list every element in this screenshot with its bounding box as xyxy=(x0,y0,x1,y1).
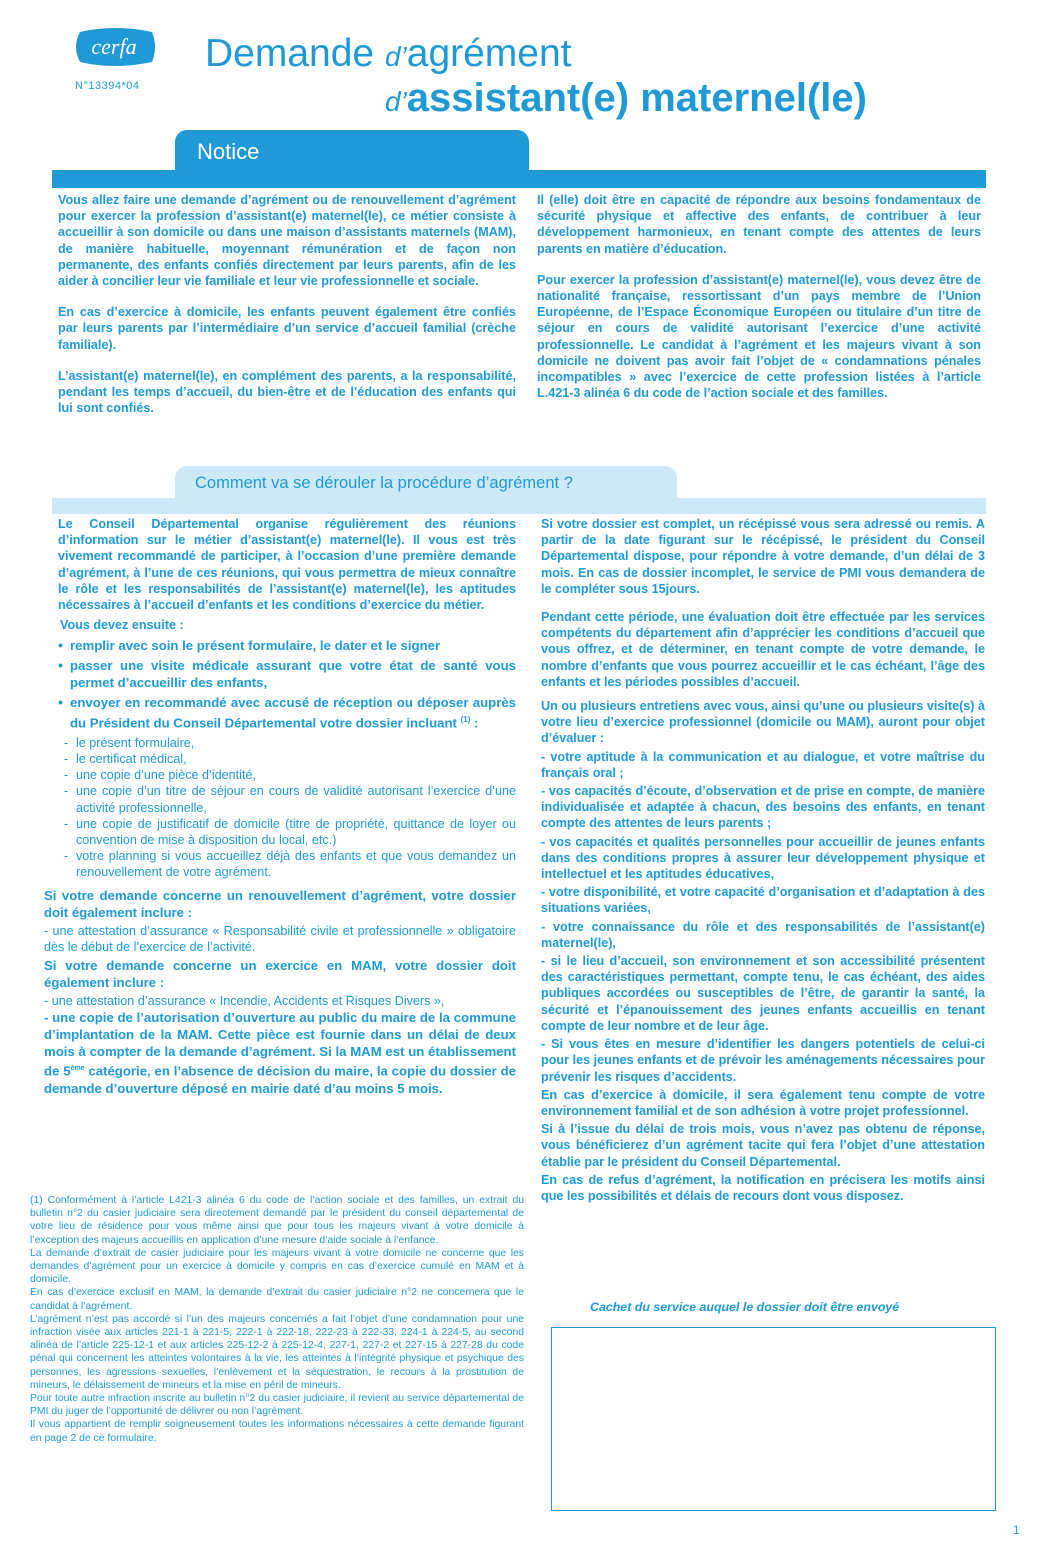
procedure-tab-label: Comment va se dérouler la procédure d’agrément ? xyxy=(195,474,573,492)
notice-paragraph: Pour exercer la profession d’assistant(e) maternel(le), vous devez être de nationalité française, ressortissant d’un pays membre de l’Union Européenne, de l’Espace Économique Européen ou titulaire d’un titre de séjour en cours de validité autorisant l’exercice d’une activité professionnelle. Le candidat à l’agrément et les majeurs vivant à son domicile ne doivent pas avoir fait l’objet de « condamnations pénales incompatibles » avec l’exercice de cette profession listées à l’article L.421-3 alinéa 6 du code de l’action sociale et des familles. xyxy=(537,272,981,401)
evaluation-item: - votre disponibilité, et votre capacité d’organisation et d’adaptation à des situations variées, xyxy=(541,885,985,916)
bullet-dot-icon: • xyxy=(58,694,63,711)
procedure-band xyxy=(52,498,986,514)
notice-tab xyxy=(175,130,529,170)
evaluation-item: - si le lieu d’accueil, son environnement et son accessibilité présentent des caractéristiques permettant, compte tenu, le cas échéant, des aides publiques accordées ou susceptibles de l’être, de garantir la santé, la sécurité et l’épanouissement des jeunes enfants accueillis en tenant compte de leur nombre et de leur âge. xyxy=(541,954,985,1033)
mam-item: - une attestation d’assurance « Incendie, Accidents et Risques Divers », xyxy=(44,994,445,1009)
footnote-ref: (1) xyxy=(460,715,471,725)
procedure-paragraph: Si à l’issue du délai de trois mois, vous n’avez pas obtenu de réponse, vous bénéficierez d’un agrément tacite qui fera l’objet d’une attestation établie par le président du Conseil Départemental. xyxy=(541,1122,985,1169)
footnote-paragraph: En cas d’exercice exclusif en MAM, la demande d’extrait du casier judiciaire n°2 ne concernera que le candidat à l’agrément. xyxy=(30,1287,524,1312)
evaluation-item: - vos capacités et qualités personnelles pour accueillir de jeunes enfants dans des conditions propres à assurer leur développement physique et intellectuel et les aptitudes éducatives, xyxy=(541,834,985,882)
bullet-colon: : xyxy=(470,715,479,731)
notice-right-column xyxy=(537,192,981,416)
title2-text: assistant(e) maternel(le) xyxy=(406,76,867,120)
bullet-item xyxy=(58,637,516,654)
procedure-paragraph: En cas de refus d’agrément, la notification en précisera les motifs ainsi que les possibilités et délais de recours dont vous disposez. xyxy=(541,1172,985,1203)
footnote-paragraph: La demande d’extrait de casier judiciaire pour les majeurs vivant à votre domicile ne concerne que les demandes d’agrément pour un exercice à domicile y compris en cas d’exercice cumulé en MAM et à domicile. xyxy=(30,1247,524,1286)
evaluation-item: - vos capacités d’écoute, d’observation et de prise en compte, de manière individualisée et adaptée à chacun, des besoins des enfants, en tenant compte des attentes de leurs parents ; xyxy=(541,784,985,831)
enclosure-list xyxy=(58,735,516,881)
procedure-paragraph: Pendant cette période, une évaluation doit être effectuée par les services compétents du département afin d’apprécier les conditions d’accueil que vous offrez, et de déterminer, en tenant compte de votre demande, le nombre d’enfants que vous pourrez accueillir et le cas échéant, l’âge des enfants et les périodes possibles d’accueil. xyxy=(541,610,985,689)
footnote-paragraph: Pour toute autre infraction inscrite au bulletin n°2 du casier judiciaire, il revient au service départemental de PMI du juger de l’opportunité de délivrer ou non l’agrément. xyxy=(30,1393,524,1418)
bullet-item xyxy=(58,694,516,731)
enclosure-item: - le présent formulaire, xyxy=(64,735,195,750)
title2-d-apostrophe: d’ xyxy=(385,86,407,117)
procedure-paragraph: En cas d’exercice à domicile, il sera également tenu compte de votre environnement familial et de son adhésion à votre projet professionnel. xyxy=(541,1087,985,1118)
procedure-right-column xyxy=(541,516,985,1204)
bullet-item xyxy=(58,657,516,691)
enclosure-item: - une copie d’un titre de séjour en cours de validité autorisant l’exercice d’une activité professionnelle, xyxy=(64,784,516,815)
procedure-intro: Le Conseil Départemental organise régulièrement des réunions d’information sur le métier d’assistant(e) maternel(le). Il vous est très vivement recommandé de participer, à l’occasion d’une première demande d’agrément, à l’une de ces réunions, qui vous permettra de mieux connaître le rôle et les responsabilités de l’assistant(e) maternel(le), les aptitudes nécessaires à l’accueil d’enfants et les conditions d’exercice du métier. xyxy=(58,517,516,613)
cerfa-logo xyxy=(72,26,156,68)
must-then-label: Vous devez ensuite : xyxy=(60,618,184,633)
bullet-dot-icon: • xyxy=(58,657,63,674)
stamp-box xyxy=(551,1327,996,1511)
procedure-paragraph: Un ou plusieurs entretiens avec vous, ainsi qu’une ou plusieurs visite(s) à votre lieu d’exercice professionnel (domicile ou MAM), auront pour objet d’évaluer : xyxy=(541,699,985,746)
notice-paragraph: L’assistant(e) maternel(le), en complément des parents, a la responsabilité, pendant les temps d’accueil, du bien-être et de l’éducation des enfants qui lui sont confiés. xyxy=(58,368,516,416)
evaluation-item: - votre connaissance du rôle et des responsabilités de l’assistant(e) maternel(le), xyxy=(541,919,985,950)
notice-tab-label: Notice xyxy=(197,139,260,164)
renewal-heading: Si votre demande concerne un renouvellement d’agrément, votre dossier doit également inclure : xyxy=(44,887,516,920)
notice-paragraph: En cas d’exercice à domicile, les enfants peuvent également être confiés par leurs parents par l’intermédiaire d’un service d’accueil familial (crèche familiale). xyxy=(58,305,516,352)
bullet-text: passer une visite médicale assurant que votre état de santé vous permet d’accueillir des enfants, xyxy=(70,658,516,691)
footnote-paragraph: L’agrément n’est pas accordé si l’un des majeurs concernés a fait l’objet d’une condamnation pour une infraction visée aux articles 221-1 à 221-5, 222-1 à 222-18, 222-23 à 222-33, 224-1 à 224-5, au second alinéa de l’article 225-12-1 et aux articles 225-12-2 à 225-12-4, 227-1, 227-2 et 227-15 à 227-28 du code pénal qui concernent les atteintes volontaires à la vie, les atteintes à l’intégrité physique et psychique des personnes, les agressions sexuelles, l’enlèvement et la séquestration, le recours à la prostitution de mineurs, le délaissement de mineurs et la mise en péril de mineurs. xyxy=(30,1313,524,1391)
footnote-paragraph: Il vous appartient de remplir soigneusement toutes les informations nécessaires à cette demande figurant en page 2 de ce formulaire. xyxy=(30,1419,524,1444)
notice-paragraph: Il (elle) doit être en capacité de répondre aux besoins fondamentaux de sécurité physique et affective des enfants, de contribuer à leur développement harmonieux, en tenant compte des attentes de leurs parents en matière d’éducation. xyxy=(537,193,981,256)
bullet-dot-icon: • xyxy=(58,637,63,654)
mam-heading: Si votre demande concerne un exercice en MAM, votre dossier doit également inclure : xyxy=(44,958,516,991)
evaluation-item: - Si vous êtes en mesure d’identifier les dangers potentiels de celui-ci pour les jeunes enfants et de prévoir les aménagements nécessaires pour prévenir les risques d’accidents. xyxy=(541,1037,985,1084)
bullet-text: remplir avec soin le présent formulaire, le dater et le signer xyxy=(70,638,441,654)
bullet-text: envoyer en recommandé avec accusé de réception ou déposer auprès du Président du Conseil Départemental votre dossier incluant xyxy=(70,695,516,731)
title-d-apostrophe: d’ xyxy=(384,41,407,72)
enclosure-item: - le certificat médical, xyxy=(64,752,187,767)
title-word-agrement: agrément xyxy=(406,32,572,75)
evaluation-item: - votre aptitude à la communication et au dialogue, et votre maîtrise du français oral ; xyxy=(541,749,985,780)
footnote-paragraph: (1) Conformément à l’article L421-3 alinéa 6 du code de l’action sociale et des familles, un extrait du bulletin n°2 du casier judiciaire sera directement demandé par le président du conseil départemental de votre lieu de résidence pour vous même ainsi que pour tous les majeurs vivant à votre domicile à l’exception des majeurs accueillis en application d’une mesure d’aide sociale à l’enfance. xyxy=(30,1195,524,1246)
notice-paragraph: Vous allez faire une demande d’agrément ou de renouvellement d’agrément pour exercer la profession d’assistant(e) maternel(le), ce métier consiste à accueillir à son domicile ou dans une maison d’assistants maternels (MAM), de manière habituelle, moyennant rémunération et de façon non permanente, des enfants confiés directement par leurs parents, afin de les aider à concilier leur vie familiale et leur vie professionnelle et sociale. xyxy=(58,193,516,289)
procedure-tab xyxy=(175,466,677,498)
title-line-1 xyxy=(205,32,572,76)
stamp-label: Cachet du service auquel le dossier doit être envoyé xyxy=(590,1300,900,1314)
enclosure-item: - une copie d’une pièce d’identité, xyxy=(64,768,256,783)
page-number: 1 xyxy=(1013,1523,1020,1537)
notice-left-column xyxy=(58,192,516,431)
logo-text: cerfa xyxy=(91,34,137,59)
renewal-item: - une attestation d’assurance « Responsabilité civile et professionnelle » obligatoire dès le début de l’exercice de l’activité. xyxy=(44,923,516,954)
procedure-paragraph: Si votre dossier est complet, un récépissé vous sera adressé ou remis. A partir de la date figurant sur le récépissé, le président du Conseil Départemental dispose, pour répondre à votre demande, d’un délai de 3 mois. En cas de dossier incomplet, le service de PMI vous demandera de le compléter sous 15jours. xyxy=(541,517,985,596)
enclosure-item: - votre planning si vous accueillez déjà des enfants et que vous demandez un renouvellement de votre agrément. xyxy=(64,849,516,880)
procedure-left-column xyxy=(44,516,516,1097)
title-line-2 xyxy=(385,76,867,121)
form-number: N°13394*04 xyxy=(75,80,140,92)
footnotes xyxy=(30,1194,524,1445)
notice-band xyxy=(52,170,986,188)
mam-item: - une copie de l’autorisation d’ouverture au public du maire de la commune d’implantation de la MAM. Cette pièce est fournie dans un délai de deux mois à compter de la demande d’agrément. Si la MAM est un établissement de 5ème catégorie, en l’absence de décision du maire, la copie du dossier de demande d’ouverture déposé en mairie daté d’au moins 5 mois. xyxy=(44,1010,516,1096)
enclosure-item: - une copie de justificatif de domicile (titre de propriété, quittance de loyer ou convention de mise à disposition du local, etc.) xyxy=(64,816,516,848)
title-word-demande: Demande xyxy=(205,32,375,75)
